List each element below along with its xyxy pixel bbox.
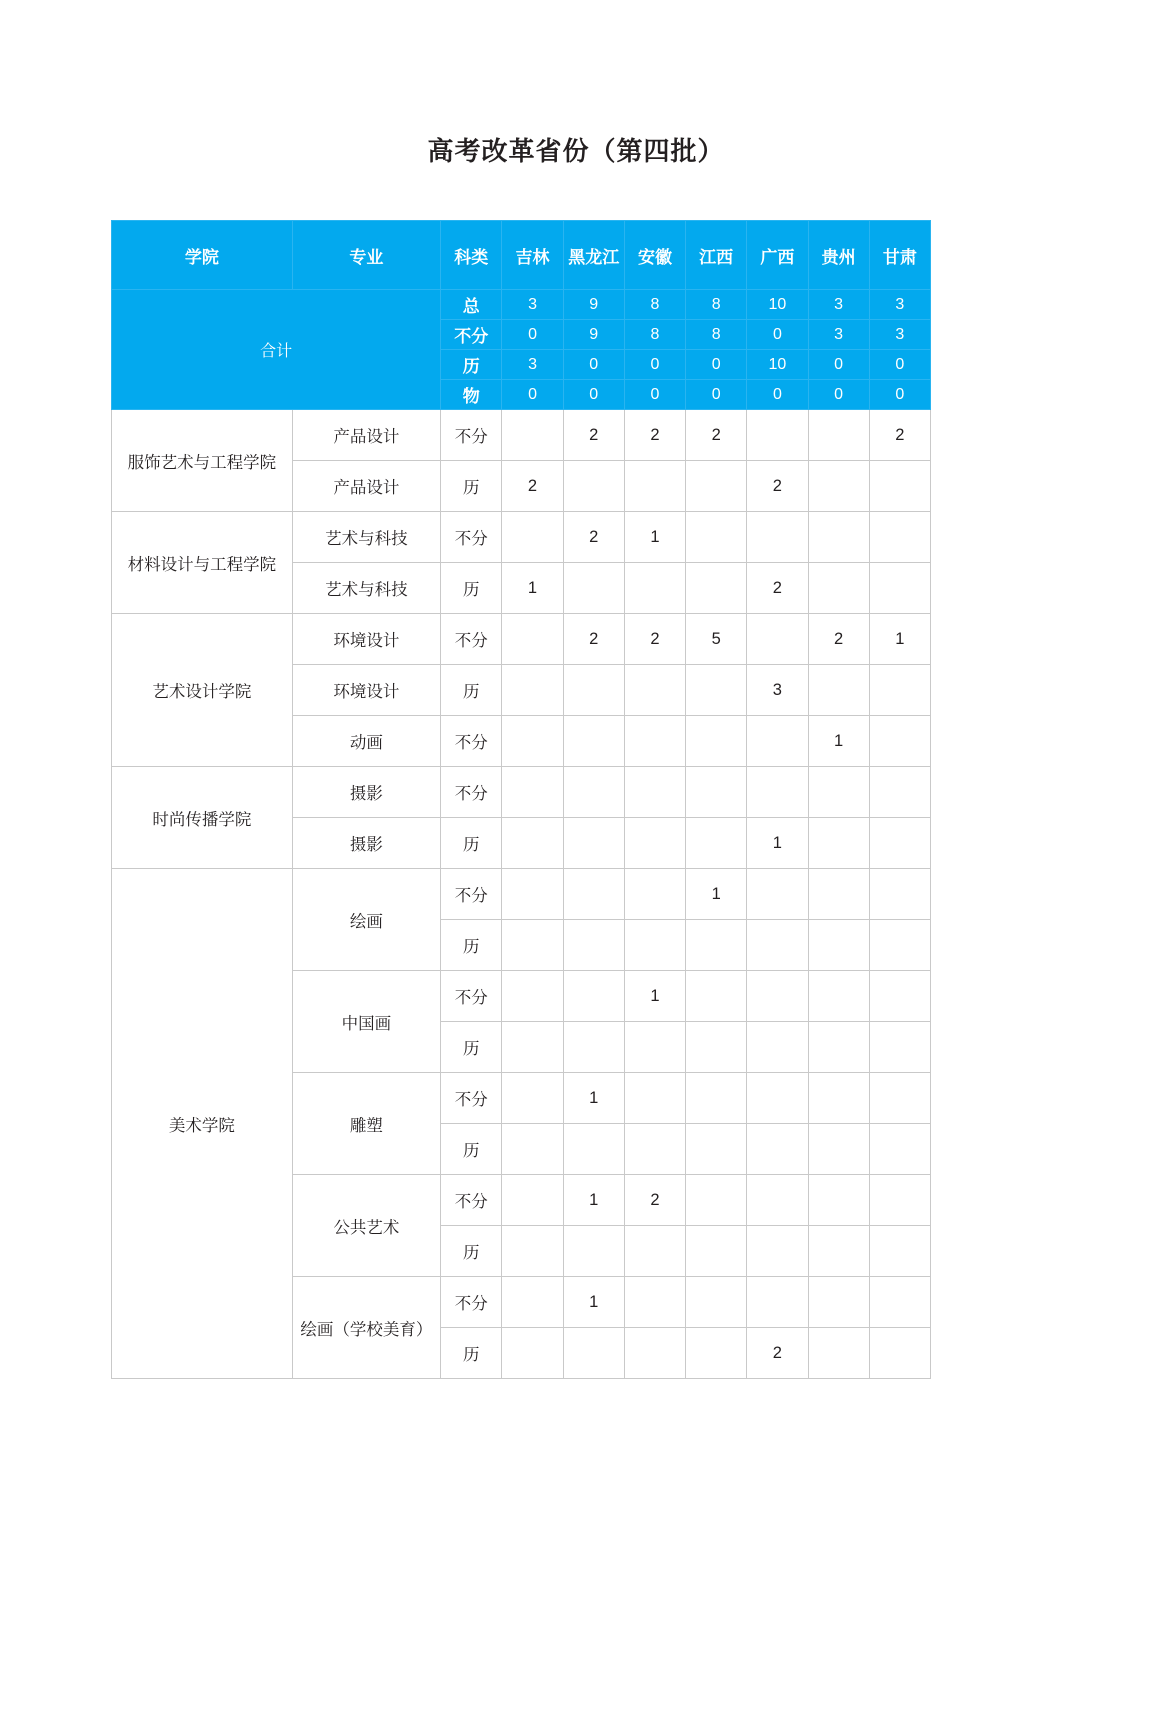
value-cell (502, 410, 563, 461)
summary-value-cell: 0 (624, 350, 685, 380)
major-name-cell: 产品设计 (292, 461, 441, 512)
value-cell (686, 1226, 747, 1277)
value-cell: 1 (624, 512, 685, 563)
value-cell (502, 869, 563, 920)
value-cell (747, 614, 808, 665)
value-cell (502, 1226, 563, 1277)
value-cell (563, 767, 624, 818)
value-cell (747, 1226, 808, 1277)
summary-value-cell: 8 (686, 290, 747, 320)
value-cell (502, 1022, 563, 1073)
major-name-cell: 摄影 (292, 767, 441, 818)
column-header-province-anhui: 安徽 (624, 221, 685, 290)
table-row (112, 869, 931, 920)
value-cell (808, 818, 869, 869)
value-cell (808, 665, 869, 716)
value-cell: 1 (747, 818, 808, 869)
column-header-major: 专业 (292, 221, 441, 290)
value-cell (869, 920, 930, 971)
value-cell (869, 971, 930, 1022)
value-cell (686, 1073, 747, 1124)
value-cell (563, 1328, 624, 1379)
summary-value-cell: 8 (624, 320, 685, 350)
value-cell (502, 1073, 563, 1124)
major-name-cell: 公共艺术 (292, 1175, 441, 1277)
value-cell (808, 1277, 869, 1328)
value-cell (563, 461, 624, 512)
value-cell (808, 1124, 869, 1175)
value-cell (869, 563, 930, 614)
value-cell (869, 1124, 930, 1175)
value-cell (502, 1124, 563, 1175)
major-name-cell: 产品设计 (292, 410, 441, 461)
summary-value-cell: 9 (563, 320, 624, 350)
table-row (112, 512, 931, 563)
table-header (112, 221, 931, 290)
value-cell (502, 920, 563, 971)
category-cell: 不分 (441, 1175, 502, 1226)
value-cell: 2 (563, 512, 624, 563)
value-cell (686, 461, 747, 512)
value-cell (808, 869, 869, 920)
category-cell: 不分 (441, 512, 502, 563)
summary-value-cell: 0 (869, 380, 930, 410)
summary-value-cell: 0 (869, 350, 930, 380)
college-name-cell: 时尚传播学院 (112, 767, 293, 869)
college-name-cell: 艺术设计学院 (112, 614, 293, 767)
value-cell (869, 716, 930, 767)
value-cell: 3 (747, 665, 808, 716)
value-cell: 2 (747, 563, 808, 614)
value-cell (808, 563, 869, 614)
category-cell: 不分 (441, 1073, 502, 1124)
value-cell (747, 971, 808, 1022)
value-cell (808, 1226, 869, 1277)
value-cell (747, 1124, 808, 1175)
value-cell (869, 1175, 930, 1226)
value-cell (808, 1175, 869, 1226)
summary-value-cell: 0 (808, 380, 869, 410)
value-cell: 1 (624, 971, 685, 1022)
value-cell (502, 665, 563, 716)
category-cell: 不分 (441, 869, 502, 920)
category-cell: 不分 (441, 410, 502, 461)
value-cell (502, 767, 563, 818)
category-cell: 历 (441, 563, 502, 614)
value-cell (563, 665, 624, 716)
summary-category-cell: 物 (441, 380, 502, 410)
value-cell (624, 461, 685, 512)
column-header-college: 学院 (112, 221, 293, 290)
value-cell (686, 818, 747, 869)
value-cell (624, 1022, 685, 1073)
category-cell: 历 (441, 920, 502, 971)
summary-value-cell: 0 (686, 350, 747, 380)
value-cell: 2 (747, 1328, 808, 1379)
value-cell (502, 818, 563, 869)
value-cell: 1 (869, 614, 930, 665)
value-cell (869, 461, 930, 512)
value-cell (502, 1175, 563, 1226)
value-cell: 2 (563, 614, 624, 665)
summary-value-cell: 8 (624, 290, 685, 320)
value-cell (869, 512, 930, 563)
category-cell: 历 (441, 665, 502, 716)
value-cell (747, 1277, 808, 1328)
value-cell (869, 1277, 930, 1328)
major-name-cell: 中国画 (292, 971, 441, 1073)
major-name-cell: 绘画（学校美育） (292, 1277, 441, 1379)
value-cell (869, 869, 930, 920)
value-cell (563, 1022, 624, 1073)
value-cell (502, 614, 563, 665)
summary-value-cell: 0 (502, 320, 563, 350)
summary-value-cell: 0 (563, 380, 624, 410)
column-header-category: 科类 (441, 221, 502, 290)
value-cell (808, 1022, 869, 1073)
value-cell: 1 (808, 716, 869, 767)
category-cell: 不分 (441, 971, 502, 1022)
value-cell: 1 (563, 1073, 624, 1124)
value-cell (624, 1073, 685, 1124)
value-cell (624, 818, 685, 869)
value-cell (563, 1124, 624, 1175)
admission-plan-table-container (111, 220, 931, 1379)
value-cell (869, 665, 930, 716)
value-cell (624, 665, 685, 716)
value-cell (624, 920, 685, 971)
summary-value-cell: 3 (502, 350, 563, 380)
value-cell (808, 410, 869, 461)
value-cell: 2 (624, 410, 685, 461)
major-name-cell: 动画 (292, 716, 441, 767)
summary-value-cell: 0 (502, 380, 563, 410)
table-row (112, 410, 931, 461)
value-cell (869, 1328, 930, 1379)
value-cell (563, 971, 624, 1022)
value-cell (808, 920, 869, 971)
value-cell (869, 1022, 930, 1073)
category-cell: 不分 (441, 716, 502, 767)
summary-value-cell: 0 (624, 380, 685, 410)
summary-value-cell: 0 (808, 350, 869, 380)
value-cell (624, 1277, 685, 1328)
value-cell (686, 971, 747, 1022)
value-cell (686, 1022, 747, 1073)
value-cell (502, 1328, 563, 1379)
summary-value-cell: 3 (502, 290, 563, 320)
major-name-cell: 绘画 (292, 869, 441, 971)
category-cell: 历 (441, 1124, 502, 1175)
column-header-province-jiangxi: 江西 (686, 221, 747, 290)
category-cell: 历 (441, 818, 502, 869)
value-cell: 2 (502, 461, 563, 512)
category-cell: 历 (441, 1022, 502, 1073)
value-cell (686, 1277, 747, 1328)
summary-category-cell: 不分 (441, 320, 502, 350)
value-cell: 2 (808, 614, 869, 665)
value-cell: 2 (563, 410, 624, 461)
value-cell (624, 716, 685, 767)
value-cell (686, 716, 747, 767)
major-name-cell: 艺术与科技 (292, 563, 441, 614)
value-cell (624, 767, 685, 818)
table-body (112, 290, 931, 1379)
summary-value-cell: 10 (747, 290, 808, 320)
column-header-province-guizhou: 贵州 (808, 221, 869, 290)
table-row (112, 614, 931, 665)
summary-value-cell: 10 (747, 350, 808, 380)
value-cell (502, 512, 563, 563)
summary-value-cell: 9 (563, 290, 624, 320)
table-row (112, 767, 931, 818)
value-cell (563, 920, 624, 971)
value-cell (686, 767, 747, 818)
value-cell (686, 920, 747, 971)
summary-value-cell: 3 (869, 290, 930, 320)
value-cell: 2 (624, 614, 685, 665)
column-header-province-heilongjiang: 黑龙江 (563, 221, 624, 290)
college-name-cell: 服饰艺术与工程学院 (112, 410, 293, 512)
value-cell (869, 818, 930, 869)
major-name-cell: 摄影 (292, 818, 441, 869)
value-cell (624, 1124, 685, 1175)
value-cell (747, 1022, 808, 1073)
value-cell (563, 1226, 624, 1277)
value-cell (808, 461, 869, 512)
major-name-cell: 环境设计 (292, 665, 441, 716)
value-cell: 2 (747, 461, 808, 512)
value-cell (563, 818, 624, 869)
summary-value-cell: 3 (869, 320, 930, 350)
major-name-cell: 环境设计 (292, 614, 441, 665)
value-cell (808, 512, 869, 563)
value-cell (747, 512, 808, 563)
column-header-province-guangxi: 广西 (747, 221, 808, 290)
value-cell: 2 (624, 1175, 685, 1226)
value-cell (624, 563, 685, 614)
summary-value-cell: 3 (808, 320, 869, 350)
value-cell (747, 767, 808, 818)
value-cell (624, 1226, 685, 1277)
value-cell (502, 716, 563, 767)
value-cell: 1 (563, 1277, 624, 1328)
value-cell (502, 971, 563, 1022)
value-cell (686, 512, 747, 563)
category-cell: 历 (441, 1328, 502, 1379)
summary-category-cell: 历 (441, 350, 502, 380)
value-cell (747, 869, 808, 920)
value-cell (747, 920, 808, 971)
page-title: 高考改革省份（第四批） (427, 136, 725, 166)
summary-value-cell: 8 (686, 320, 747, 350)
category-cell: 历 (441, 461, 502, 512)
value-cell (624, 869, 685, 920)
value-cell: 2 (869, 410, 930, 461)
value-cell (808, 971, 869, 1022)
summary-value-cell: 0 (747, 380, 808, 410)
summary-value-cell: 0 (747, 320, 808, 350)
college-name-cell: 材料设计与工程学院 (112, 512, 293, 614)
value-cell: 5 (686, 614, 747, 665)
value-cell (563, 563, 624, 614)
column-header-province-jilin: 吉林 (502, 221, 563, 290)
table-header-row (112, 221, 931, 290)
category-cell: 不分 (441, 1277, 502, 1328)
category-cell: 不分 (441, 614, 502, 665)
value-cell (747, 410, 808, 461)
summary-value-cell: 3 (808, 290, 869, 320)
value-cell (686, 563, 747, 614)
value-cell: 2 (686, 410, 747, 461)
major-name-cell: 艺术与科技 (292, 512, 441, 563)
category-cell: 历 (441, 1226, 502, 1277)
value-cell: 1 (502, 563, 563, 614)
value-cell (624, 1328, 685, 1379)
value-cell (869, 767, 930, 818)
value-cell (563, 869, 624, 920)
value-cell: 1 (563, 1175, 624, 1226)
admission-plan-table (111, 220, 931, 1379)
value-cell (869, 1073, 930, 1124)
summary-category-cell: 总 (441, 290, 502, 320)
value-cell (686, 1175, 747, 1226)
summary-label-cell: 合计 (112, 290, 441, 410)
college-name-cell: 美术学院 (112, 869, 293, 1379)
value-cell (869, 1226, 930, 1277)
value-cell (686, 1328, 747, 1379)
summary-value-cell: 0 (686, 380, 747, 410)
value-cell (686, 1124, 747, 1175)
value-cell (808, 1328, 869, 1379)
column-header-province-gansu: 甘肃 (869, 221, 930, 290)
value-cell (808, 767, 869, 818)
value-cell (747, 716, 808, 767)
value-cell (747, 1175, 808, 1226)
value-cell (808, 1073, 869, 1124)
major-name-cell: 雕塑 (292, 1073, 441, 1175)
summary-value-cell: 0 (563, 350, 624, 380)
value-cell (747, 1073, 808, 1124)
value-cell (502, 1277, 563, 1328)
value-cell: 1 (686, 869, 747, 920)
category-cell: 不分 (441, 767, 502, 818)
summary-row (112, 290, 931, 320)
value-cell (563, 716, 624, 767)
value-cell (686, 665, 747, 716)
